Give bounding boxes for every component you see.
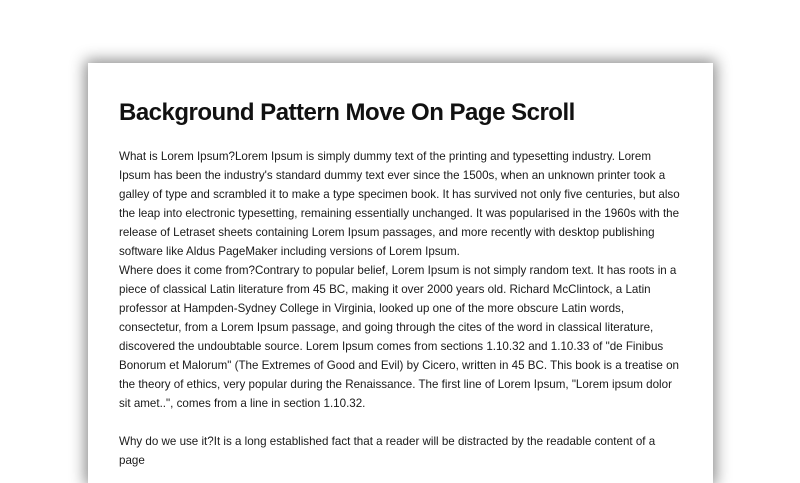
paragraph-what-is: What is Lorem Ipsum?Lorem Ipsum is simply dummy text of the printing and typesetting industry. Lorem Ipsum has been the industry's standard dummy text ever since the 1500s, when an unknown printer took a galley of type and scrambled it to make a type specimen book. It has survived not only five centuries, but also the leap into electronic typesetting, remaining essentially unchanged. It was popularised in the 1960s with the release of Letraset sheets containing Lorem Ipsum passages, and more recently with desktop publishing software like Aldus PageMaker including versions of Lorem Ipsum. xyxy=(119,150,680,258)
content-card xyxy=(88,63,713,483)
page-title: Background Pattern Move On Page Scroll xyxy=(119,99,575,126)
paragraph-where-from: Where does it come from?Contrary to popular belief, Lorem Ipsum is not simply random text. It has roots in a piece of classical Latin literature from 45 BC, making it over 2000 years old. Richard McClintock, a Latin professor at Hampden-Sydney College in Virginia, looked up one of the more obscure Latin words, consectetur, from a Lorem Ipsum passage, and going through the cites of the word in classical literature, discovered the undoubtable source. Lorem Ipsum comes from sections 1.10.32 and 1.10.33 of "de Finibus Bonorum et Malorum" (The Extremes of Good and Evil) by Cicero, written in 45 BC. This book is a treatise on the theory of ethics, very popular during the Renaissance. The first line of Lorem Ipsum, "Lorem ipsum dolor sit amet..", comes from a line in section 1.10.32. xyxy=(119,264,679,410)
paragraph-why-use: Why do we use it?It is a long established fact that a reader will be distracted by the readable content of a page xyxy=(119,435,656,467)
article-body xyxy=(119,147,684,470)
